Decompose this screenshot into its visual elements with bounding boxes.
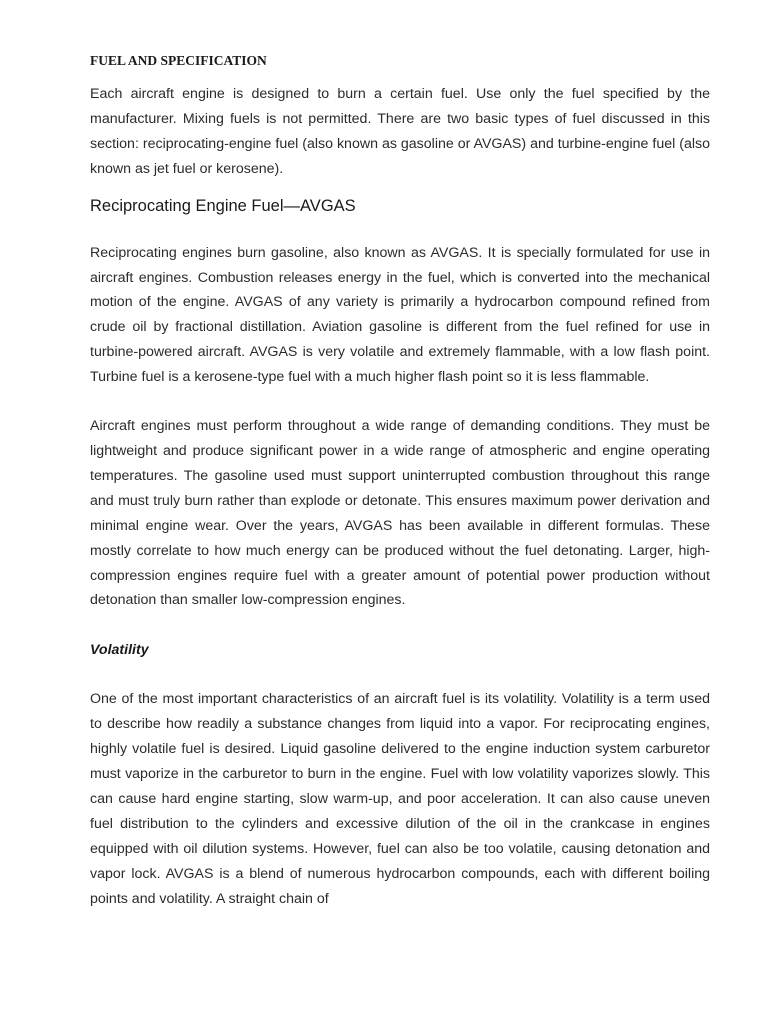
paragraph-engine-performance: Aircraft engines must perform throughout a wide range of demanding conditions. They must be lightweight and produce significant power in a wide range of atmospheric and engine operating temperatures. The gasoline used must support uninterrupted combustion throughout this range and must truly burn rather than explode or detonate. This ensures maximum power derivation and minimal engine wear. Over the years, AVGAS has been available in different formulas. These mostly correlate to how much energy can be produced without the fuel detonating. Larger, high-compression engines require fuel with a greater amount of potential power production without detonation than smaller low-compression engines.	[90, 418, 710, 609]
document-page	[90, 52, 710, 911]
subheading-volatility: Volatility	[90, 642, 149, 659]
section-heading-avgas: Reciprocating Engine Fuel—AVGAS	[90, 196, 356, 215]
paragraph-volatility: One of the most important characteristics of an aircraft fuel is its volatility. Volatility is a term used to describe how readily a substance changes from liquid into a vapor. For reciprocating engines, highly volatile fuel is desired. Liquid gasoline delivered to the engine induction system carburetor must vaporize in the carburetor to burn in the engine. Fuel with low volatility vaporizes slowly. This can cause hard engine starting, slow warm-up, and poor acceleration. It can also cause uneven fuel distribution to the cylinders and excessive dilution of the oil in the crankcase in engines equipped with oil dilution systems. However, fuel can also be too volatile, causing detonation and vapor lock. AVGAS is a blend of numerous hydrocarbon compounds, each with different boiling points and volatility. A straight chain of	[90, 691, 710, 907]
intro-paragraph: Each aircraft engine is designed to burn a certain fuel. Use only the fuel specified by the manufacturer. Mixing fuels is not permitted. There are two basic types of fuel discussed in this section: reciprocating-engine fuel (also known as gasoline or AVGAS) and turbine-engine fuel (also known as jet fuel or kerosene).	[90, 86, 710, 177]
paragraph-reciprocating-engines: Reciprocating engines burn gasoline, also known as AVGAS. It is specially formulated for use in aircraft engines. Combustion releases energy in the fuel, which is converted into the mechanical motion of the engine. AVGAS of any variety is primarily a hydrocarbon compound refined from crude oil by fractional distillation. Aviation gasoline is different from the fuel refined for use in turbine-powered aircraft. AVGAS is very volatile and extremely flammable, with a low flash point. Turbine fuel is a kerosene-type fuel with a much higher flash point so it is less flammable.	[90, 244, 710, 386]
document-title: FUEL AND SPECIFICATION	[90, 53, 267, 68]
